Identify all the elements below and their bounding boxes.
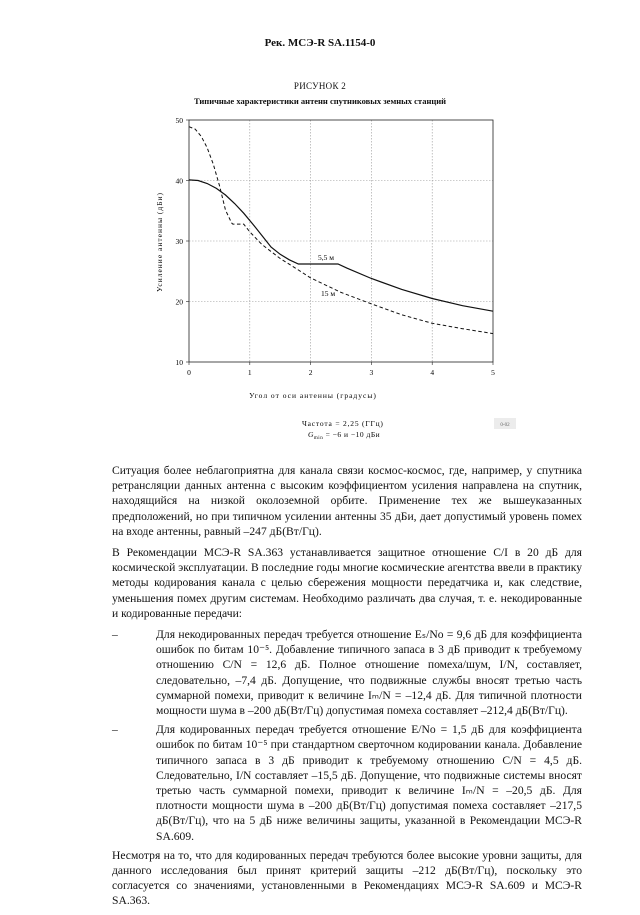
bullet-coded <box>112 722 582 844</box>
series-label-5-5m: 5,5 м <box>318 253 334 262</box>
series-line-0 <box>189 180 493 311</box>
paragraph-1: Ситуация более неблагоприятна для канала связи космос-космос, где, например, у спутника ретрансляции данных антенна с высоким коэффициентом усиления направлена на спутник, находящийся на низкой околоземной орбите. Применение тех же вышеуказанных предположений, но при типичном усилении антенны 35 дБи, дает допустимый уровень помех на входе антенны, равный –247 дБ(Вт/Гц). <box>112 464 582 538</box>
bullet-text: Для кодированных передач требуется отношение E/No = 1,5 дБ для коэффициента ошибок по битам 10⁻⁵ при стандартном сверточном кодировании канала. Добавление типичного запаса в 3 дБ приводит к требуемому отношению C/N = 4,5 дБ. Следовательно, I/N составляет –15,5 дБ. Допущение, что подвижные системы вносят третью часть суммарной помехи, приводит к величине Iₘ/N = –20,5 дБ. Для плотности мощности шума в –200 дБ(Вт/Гц) допустимая помеха составляет –217,5 дБ(Вт/Гц), что на 5 дБ ниже величины защиты, указанной в Рекомендации МСЭ-R SA.609. <box>156 723 582 843</box>
body-text <box>112 463 582 915</box>
x-tick-label: 5 <box>491 368 495 377</box>
chart-ticks <box>176 116 496 377</box>
page-header: Рек. МСЭ-R SA.1154-0 <box>264 37 376 49</box>
x-tick-label: 4 <box>430 368 435 377</box>
gmin-note <box>308 430 380 441</box>
figure-number: РИСУНОК 2 <box>293 81 347 91</box>
figure-title: Типичные характеристики антенн спутниковых земных станций <box>193 96 447 106</box>
x-tick-label: 1 <box>247 368 252 377</box>
bullet-dash: – <box>112 628 118 642</box>
x-tick-label: 2 <box>308 368 313 377</box>
antenna-gain-chart <box>140 108 520 448</box>
gmin-subscript: min <box>313 436 324 441</box>
gmin-values: = −6 и −10 дБи <box>323 430 381 439</box>
figure-code: 0-02 <box>500 423 510 428</box>
frequency-note: Частота = 2,25 (ГГц) <box>302 419 384 428</box>
bullet-dash: – <box>112 723 118 737</box>
y-axis-label: Усиление антенны (дБи) <box>155 191 164 293</box>
x-axis-label: Угол от оси антенны (градусы) <box>249 391 377 400</box>
y-tick-label: 10 <box>175 358 183 367</box>
series-label-15m: 15 м <box>321 289 336 298</box>
x-tick-label: 3 <box>369 368 374 377</box>
y-tick-label: 40 <box>175 176 183 186</box>
gmin-symbol: G <box>308 430 314 439</box>
y-tick-label: 30 <box>175 237 183 246</box>
paragraph-2: В Рекомендации МСЭ-R SA.363 устанавливается защитное отношение C/I в 20 дБ для космической эксплуатации. В последние годы многие космические агентства ввели в практику методы кодирования канала с целью сбережения мощности передатчика и, как следствие, уменьшения помех другим системам. Необходимо различать два случая, т. е. некодированные и кодированные передачи: <box>112 546 582 620</box>
y-tick-label: 20 <box>175 297 183 307</box>
x-tick-label: 0 <box>187 368 191 377</box>
y-tick-label: 50 <box>175 116 183 125</box>
chart-grid <box>189 120 493 362</box>
closing-paragraph: Несмотря на то, что для кодированных передач требуются более высокие уровни защиты, для данного исследования был принят критерий защиты –212 дБ(Вт/Гц), поскольку это согласуется со значениями, установленными в Рекомендациях МСЭ-R SA.609 и МСЭ-R SA.363. <box>112 848 582 908</box>
chart-series <box>189 127 493 334</box>
bullet-uncoded <box>112 627 582 718</box>
bullet-text: Для некодированных передач требуется отношение Eₛ/No = 9,6 дБ для коэффициента ошибок по битам 10⁻⁵. Добавление типичного запаса в 3 дБ приводит к требуемому отношению C/N = 12,6 дБ. Полное отношение помеха/шум, I/N, составляет, следовательно, –7,4 дБ. Допущение, что подвижные службы вносят третью часть суммарной помехи, приводит к величине Iₘ/N = –12,4 дБ. Для типичной плотности мощности шума в –200 дБ(Вт/Гц) допустимая помеха составляет –212,4 дБ(Вт/Гц). <box>156 628 582 718</box>
